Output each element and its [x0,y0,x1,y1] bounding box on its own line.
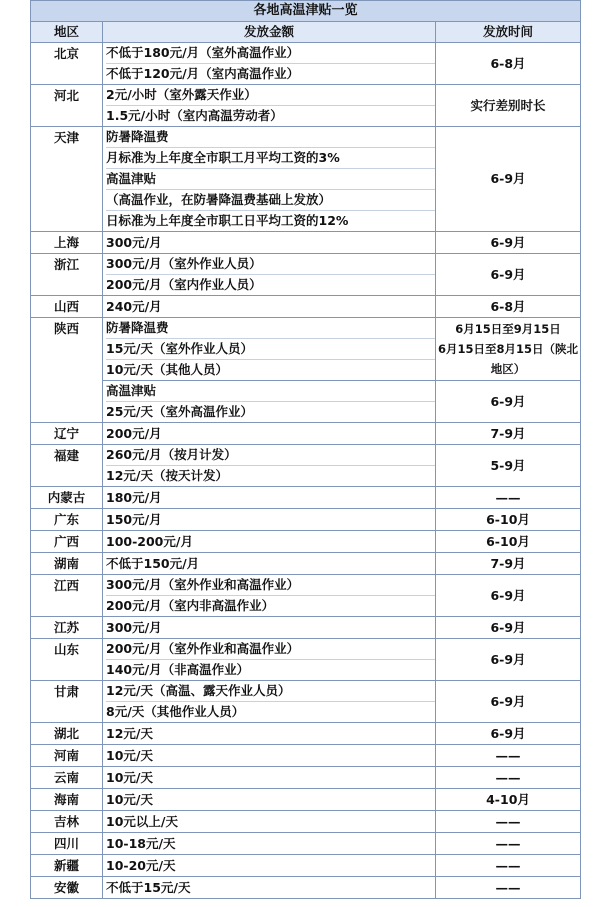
table-row [31,85,581,127]
time-cell: 实行差别时长 [436,85,581,127]
amount-cell [103,85,436,127]
amount-cell [103,423,436,445]
header-amount: 发放金额 [103,22,436,43]
amount-line: 10元/天 [106,747,153,763]
amount-cell [103,381,436,423]
time-cell: 6-9月 [436,232,581,254]
amount-line: 不低于180元/月（室外高温作业） [106,45,300,60]
amount-line: 200元/月（室内作业人员） [106,274,435,295]
region-cell: 江苏 [31,617,103,639]
table-row [31,553,581,575]
table-row [31,639,581,681]
table-row [31,445,581,487]
table-title: 各地高温津贴一览 [31,1,581,22]
table-row [31,811,581,833]
time-cell: 6-9月 [436,575,581,617]
time-cell: 6-9月 [436,617,581,639]
amount-line: 10元/天（其他人员） [106,359,435,380]
time-cell: 7-9月 [436,423,581,445]
time-cell: —— [436,811,581,833]
region-cell: 广东 [31,509,103,531]
amount-line: 2元/小时（室外露天作业） [106,87,257,102]
table-row [31,296,581,318]
table-row [31,617,581,639]
amount-line: 140元/月（非高温作业） [106,659,435,680]
amount-line: 8元/天（其他作业人员） [106,701,435,722]
amount-cell [103,681,436,723]
amount-line: 10-20元/天 [106,857,176,873]
amount-cell [103,445,436,487]
amount-line: （高温作业，在防暑降温费基础上发放） [106,189,435,210]
region-cell: 新疆 [31,855,103,877]
region-cell: 四川 [31,833,103,855]
time-cell: —— [436,487,581,509]
region-cell: 山东 [31,639,103,681]
time-cell: 6-8月 [436,43,581,85]
amount-cell [103,811,436,833]
amount-cell [103,531,436,553]
amount-line: 月标准为上年度全市职工月平均工资的3% [106,147,435,168]
amount-cell [103,487,436,509]
table-row [31,855,581,877]
amount-cell [103,254,436,296]
region-cell: 甘肃 [31,681,103,723]
amount-cell [103,723,436,745]
allowance-table [30,0,581,899]
region-cell: 天津 [31,127,103,232]
amount-line: 200元/月（室内非高温作业） [106,595,435,616]
table-row [31,745,581,767]
amount-cell [103,877,436,899]
time-cell: —— [436,767,581,789]
time-cell: 7-9月 [436,553,581,575]
amount-line: 180元/月 [106,489,162,505]
region-cell: 安徽 [31,877,103,899]
amount-line: 防暑降温费 [106,129,169,144]
region-cell: 湖南 [31,553,103,575]
amount-cell [103,575,436,617]
amount-line: 防暑降温费 [106,320,169,335]
amount-cell [103,833,436,855]
table-row [31,127,581,232]
region-cell: 山西 [31,296,103,318]
table-row [31,681,581,723]
table-row [31,509,581,531]
amount-line: 日标准为上年度全市职工日平均工资的12% [106,210,435,231]
amount-line: 260元/月（按月计发） [106,447,237,462]
time-cell: 6-9月 [436,254,581,296]
table-row [31,232,581,254]
table-row [31,833,581,855]
amount-cell [103,639,436,681]
region-cell: 海南 [31,789,103,811]
amount-line: 不低于15元/天 [106,879,191,895]
time-cell: —— [436,833,581,855]
amount-cell [103,318,436,381]
time-cell: 6-8月 [436,296,581,318]
time-cell: 6-9月 [436,381,581,423]
amount-cell [103,232,436,254]
time-cell: 6-9月 [436,681,581,723]
time-cell: 6-9月 [436,723,581,745]
region-cell: 内蒙古 [31,487,103,509]
amount-line: 10元/天 [106,769,153,785]
amount-cell [103,43,436,85]
amount-line: 300元/月（室外作业人员） [106,256,262,271]
time-cell: 4-10月 [436,789,581,811]
time-cell: 6-9月 [436,127,581,232]
table-row [31,767,581,789]
amount-cell [103,296,436,318]
table-row [31,789,581,811]
amount-line: 12元/天 [106,725,153,741]
allowance-table-frame [30,0,580,898]
amount-line: 15元/天（室外作业人员） [106,338,435,359]
amount-line: 200元/月（室外作业和高温作业） [106,641,300,656]
time-cell: 6月15日至9月15日 6月15日至8月15日（陕北地区） [436,318,581,381]
region-cell: 辽宁 [31,423,103,445]
time-cell: —— [436,745,581,767]
table-row [31,43,581,85]
amount-line: 300元/月 [106,619,162,635]
time-cell: 6-10月 [436,531,581,553]
region-cell: 陕西 [31,318,103,423]
region-cell: 湖北 [31,723,103,745]
table-row [31,487,581,509]
table-row [31,575,581,617]
amount-cell [103,855,436,877]
table-row [31,877,581,899]
amount-line: 1.5元/小时（室内高温劳动者） [106,105,435,126]
header-time: 发放时间 [436,22,581,43]
amount-line: 不低于150元/月 [106,555,200,571]
region-cell: 河北 [31,85,103,127]
amount-cell [103,509,436,531]
table-row [31,318,581,381]
amount-line: 300元/月 [106,234,162,250]
time-cell: 5-9月 [436,445,581,487]
amount-line: 150元/月 [106,511,162,527]
header-region: 地区 [31,22,103,43]
time-cell: —— [436,877,581,899]
amount-line: 12元/天（高温、露天作业人员） [106,683,291,698]
table-row [31,381,581,423]
amount-line: 100-200元/月 [106,533,193,549]
amount-cell [103,553,436,575]
region-cell: 浙江 [31,254,103,296]
region-cell: 北京 [31,43,103,85]
region-cell: 福建 [31,445,103,487]
time-cell: 6-9月 [436,639,581,681]
region-cell: 云南 [31,767,103,789]
amount-line: 10元/天 [106,791,153,807]
amount-cell [103,127,436,232]
amount-line: 10元以上/天 [106,813,178,829]
region-cell: 河南 [31,745,103,767]
region-cell: 上海 [31,232,103,254]
amount-line: 高温津贴 [106,383,157,398]
region-cell: 广西 [31,531,103,553]
table-row [31,254,581,296]
amount-cell [103,789,436,811]
amount-cell [103,617,436,639]
amount-line: 12元/天（按天计发） [106,465,435,486]
amount-line: 不低于120元/月（室内高温作业） [106,63,435,84]
amount-line: 10-18元/天 [106,835,176,851]
table-row [31,423,581,445]
amount-line: 300元/月（室外作业和高温作业） [106,577,300,592]
amount-line: 200元/月 [106,425,162,441]
amount-line: 高温津贴 [106,168,435,189]
amount-line: 240元/月 [106,298,162,314]
time-cell: —— [436,855,581,877]
region-cell: 吉林 [31,811,103,833]
amount-cell [103,745,436,767]
region-cell: 江西 [31,575,103,617]
table-row [31,723,581,745]
amount-cell [103,767,436,789]
time-cell: 6-10月 [436,509,581,531]
table-row [31,531,581,553]
amount-line: 25元/天（室外高温作业） [106,401,435,422]
table-body [31,43,581,899]
